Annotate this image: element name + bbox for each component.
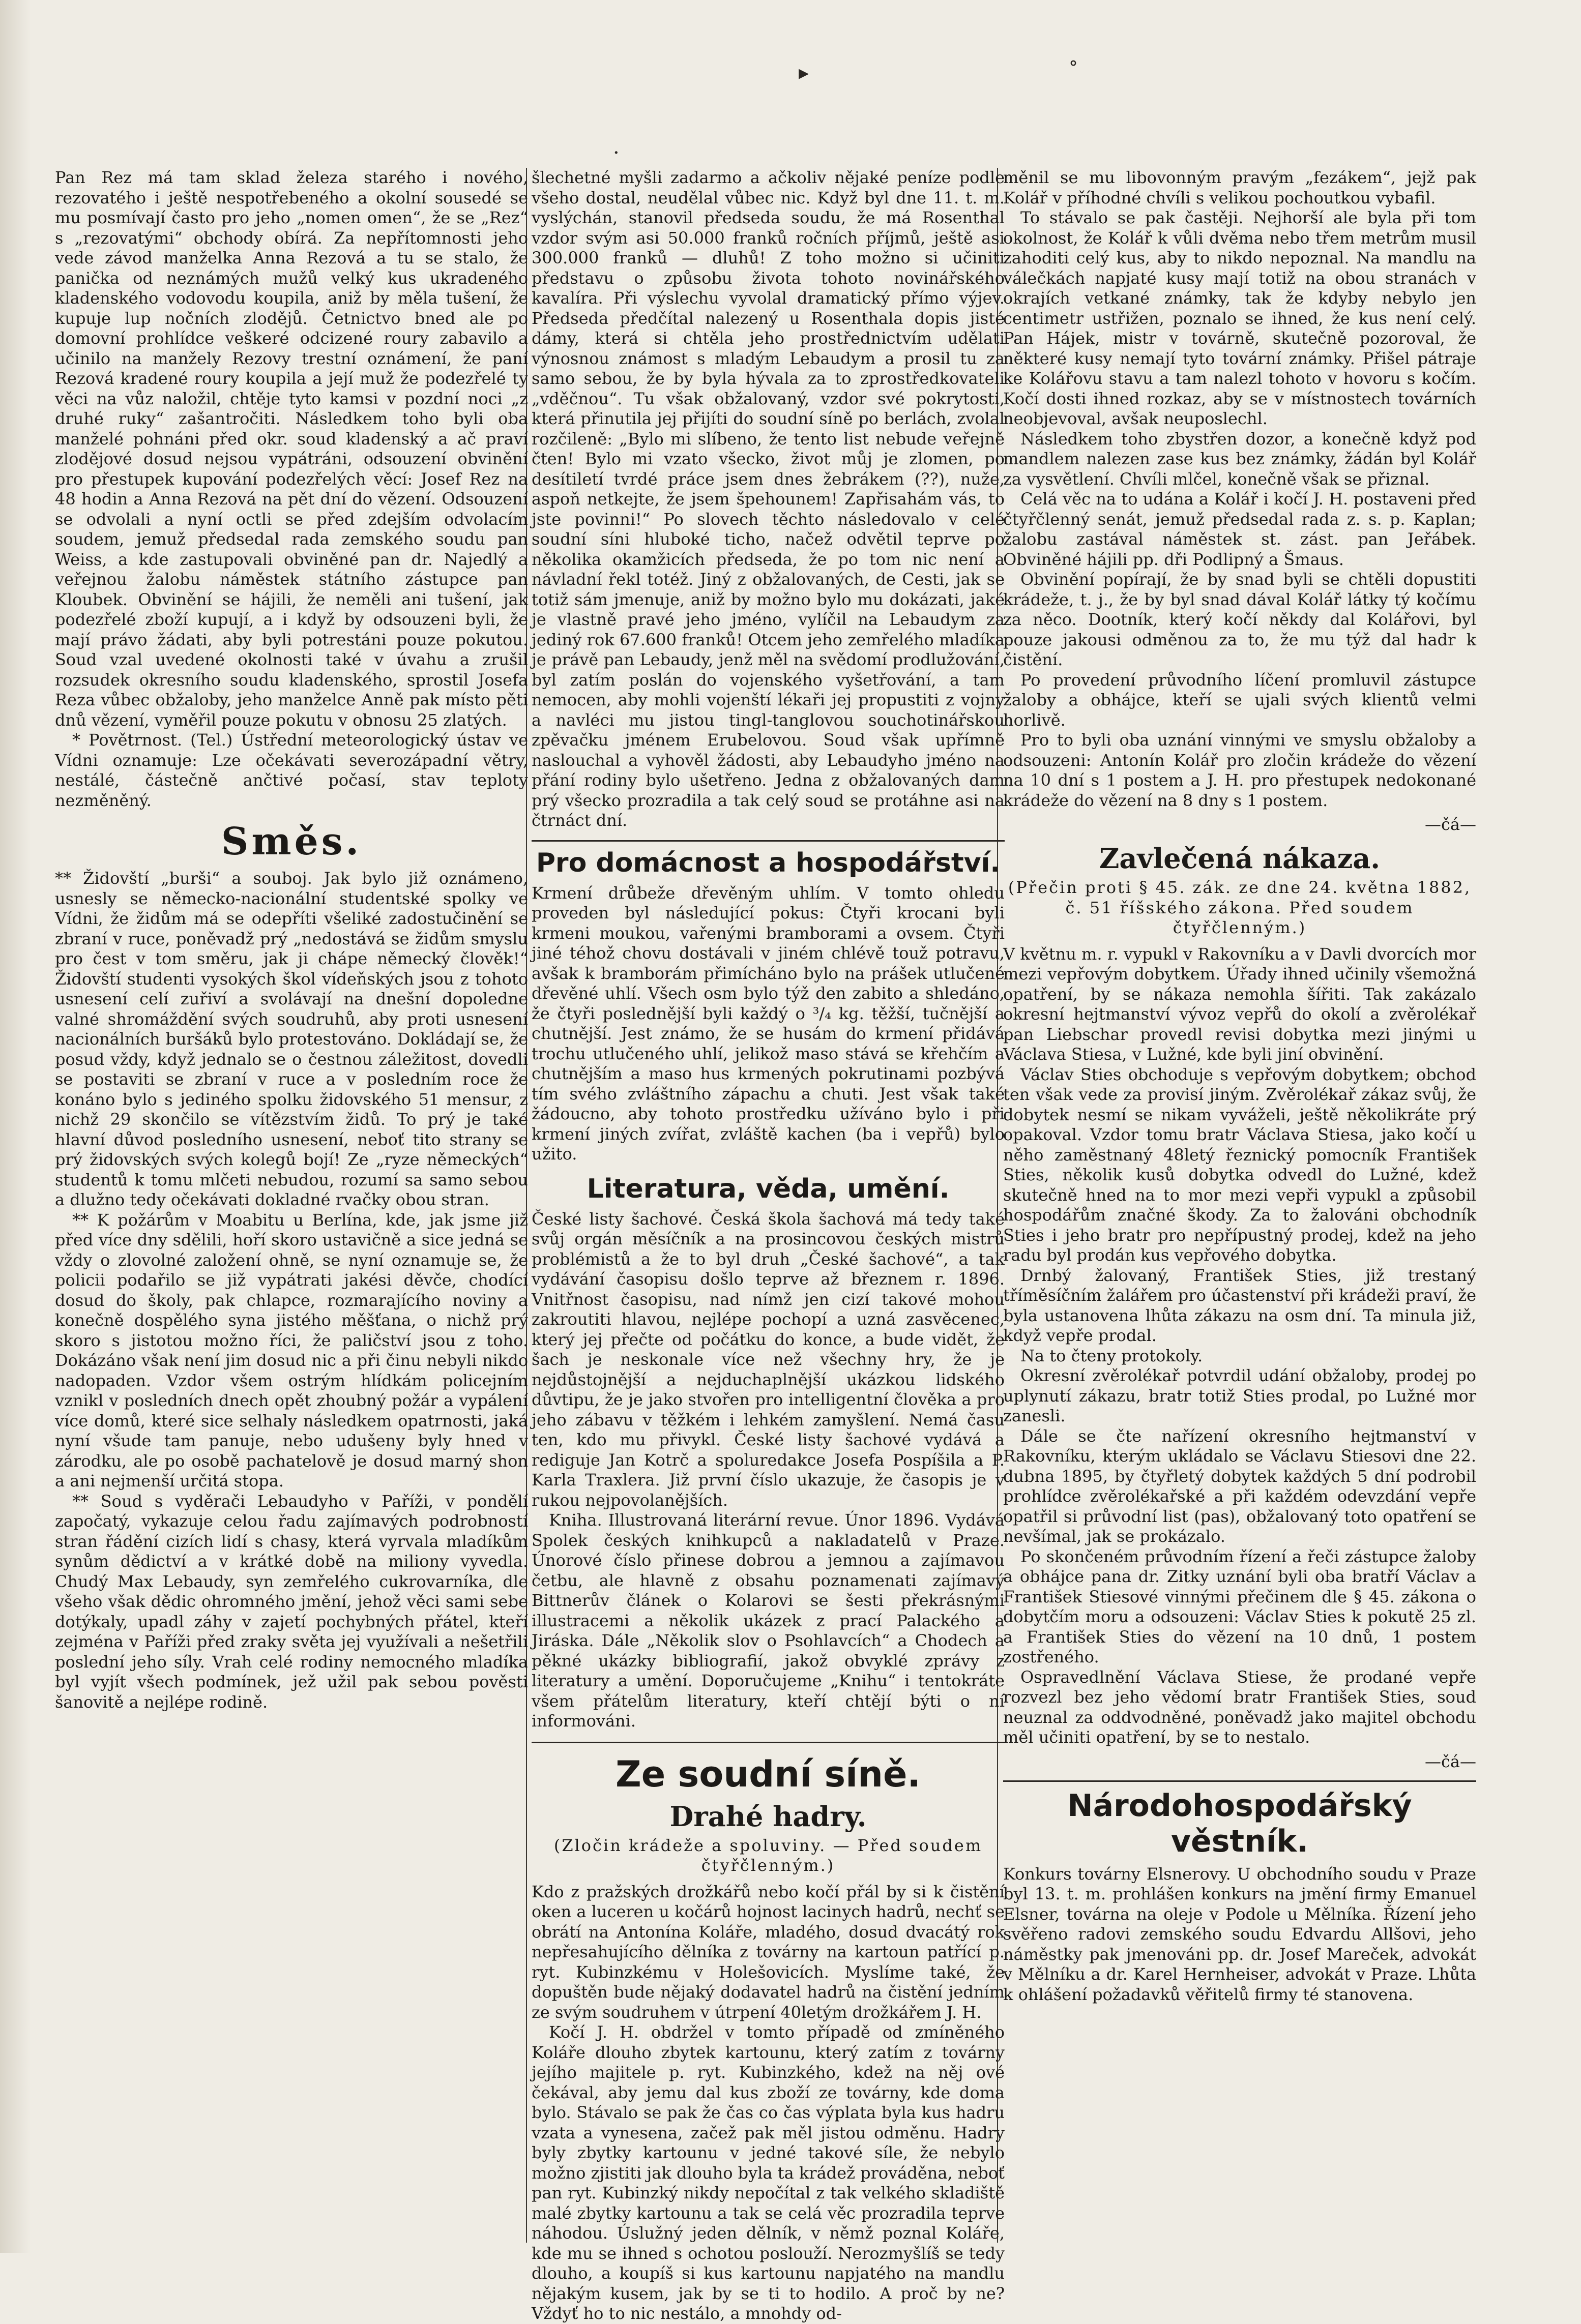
article-hadry-cont-2: To stávalo se pak častěji. Nejhorší ale byla při tom okolnost, že Kolář k vůli dvěma nebo třem metrům musil zahoditi celý kus, aby to nikdo nepoznal. Na mandlu na válečkách napjaté kusy mají totiž na obou stranách v okrajích vetkané známky, tak že kdyby nebylo jen centimetr ustřižen, poznalo se ihned, že kus není celý. Pan Hájek, mistr v továrně, skutečně pozoroval, že některé kusy nemají tyto tovární známky. Přišel pátraje ke Kolářovu stavu a tam nalezl tohoto v hovoru s kočím. Kočí dosti ihned rozkaz, aby se v místnostech továrních neobjevoval, avšak neuposlechl. (1003, 208, 1476, 428)
column-1 (55, 168, 528, 2248)
page-mark: ˚ (1068, 60, 1078, 83)
article-note-hadry: (Zločin krádeže a spoluviny. — Před soudem čtyřčlenným.) (553, 1835, 983, 1875)
article-nakaza-7: Po skončeném průvodním řízení a řeči zástupce žaloby a obhájce pana dr. Zitky uznání byli oba bratří Václav a František Stiesové vinnými přečinem dle § 45. zákona o dobytčím moru a odsouzeni: Václav Sties k pokutě 25 zl. a František Sties do vězení na 10 dnů, 1 postem zostřeného. (1003, 1546, 1476, 1666)
article-lebaudy: ** Soud s vyděrači Lebaudyho v Paříži, v pondělí započatý, vykazuje celou řadu zajímavých podrobností stran řádění cizích lidí s chasy, která vyrvala mladíkům synům dědictví a v krátké době na miliony vyvedla. Chudý Max Lebaudy, syn zemřelého cukrovarníka, dle všeho však dědic ohromného jmění, jehož věci sami sebe dotýkaly, upadl záhy v zajetí pochybných přátel, kteří zejména v Paříži před zraky světa jej využívali a nešetřili poslední jeho síly. Vrah celé rodiny nemocného mladíka byl vyjít všech podmínek, jež užil pak sebou pověsti šanovitě a nejlépe rodině. (55, 1491, 528, 1712)
article-note-nakaza: (Přečin proti § 45. zák. ze dne 24. května 1882, č. 51 říšského zákona. Před soudem čtyřčlenným.) (1008, 878, 1472, 937)
article-rez: Pan Rez má tam sklad železa starého i nového, rezovatého i ještě nespotřebeného a okolní sousedé se mu posmívají často pro jeho „nomen omen“, že se „Rez“ s „rezovatými“ obchody obírá. Za nepřítomnosti jeho vede závod manželka Anna Rezová a tu se stalo, že panička od neznámých mužů velký kus ukradeného kladenského vodovodu koupila, aniž by měla tušení, že kupuje lup nočních zlodějů. Četnictvo bned ale po domovní prohlídce veškeré odcizené roury zabavilo a učinilo na manžely Rezovy trestní oznámení, že paní Rezová kradené roury koupila a její muž že podezřelé ty věci na vůz naložil, chtěje tyto kamsi v pozdní noci „z druhé ruky“ zašantročiti. Následkem toho byli oba manželé pohnáni před okr. soud kladenský a ač praví zlodějové dosud nejsou vypátráni, odsouzení obvinění pro přestupek kupování podezřelých věcí: Josef Rez na 48 hodin a Anna Rezová na pět dní do vězení. Odsouzení se odvolali a nyní octli se před zdejším odvolacím soudem, jemuž předsedal rada zemského soudu pan Weiss, a kde zastupovali obviněné pan dr. Najedlý a veřejnou žalobu náměstek státního zástupce pan Kloubek. Obvinění se hájili, že neměli ani tušení, jak podezřelé zboží kupují, a i když by odsouzeni byli, že mají právo žádati, aby byli potrestáni pouze pokutou. Soud vzal uvedené okolnosti také v úvahu a zrušil rozsudek okresního soudu kladenského, sprostil Josefa Reza vůbec obžaloby, jeho manželce Anně pak místo pěti dnů vězení, vyměřil pouze pokutu v obnosu 25 zlatých. (55, 168, 528, 730)
section-heading-household: Pro domácnost a hospodářství. (532, 840, 1005, 878)
article-nakaza-3: Drnbý žalovaný, František Sties, již trestaný tříměsíčním žalářem pro účastenství při krádeži praví, že byla ustanovena lhůta zákazu na osm dní. Ta minula již, když vepře prodal. (1003, 1265, 1476, 1345)
article-hadry-2: Kočí J. H. obdržel v tomto případě od zmíněného Koláře dlouho zbytek kartounu, který zatím z továrny jejího majitele p. ryt. Kubinzkého, kdež na něj ové čekával, aby jemu dal kus zboží ze továrny, kde doma bylo. Stávalo se pak že čas co čas výplata byla kus hadru vzata a vynesena, začež pak měl jistou odměnu. Hadry byly zbytky kartounu v jedné takové síle, že nebylo možno zjistiti jak dlouho byla ta krádež prováděna, neboť pan ryt. Kubinzký nikdy nepočítal z tak velkého skladiště malé zbytky kartounu a tak se celá věc prozradila teprve náhodou. Úslužný jeden dělník, v němž poznal Koláře, kde mu se ihned s ochotou poslouží. Nerozmyšlíš se tedy dlouho, a koupíš si kus kartounu napjatého na mandlu nějakým kusem, jak by se ti to hodilo. A proč by ne? Vždyť ho to nic nestálo, a mnohdy od- (532, 2022, 1005, 2323)
article-nakaza-4: Na to čteny protokoly. (1020, 1346, 1203, 1365)
section-heading-economy: Národohospodářský věstník. (1003, 1780, 1476, 1859)
author-signature: —čá— (1425, 815, 1476, 834)
page-mark: · (613, 141, 620, 165)
article-nakaza-2: Václav Sties obchoduje s vepřovým dobytkem; obchod ten však vede za provisí jiným. Zvěrolékař zákaz svůj, že dobytek nesmí se nikam vyváželi, ještě několikráte prý opakoval. Vzdor tomu bratr Václava Stiesa, jako kočí u něho zaměstnaný 48letý řeznický pomocník František Sties, několik kusů dobytka odvedl do Lužné, kdež skutečně hned na to mor mezi vepři vypukl a způsobil hospodářům značné škody. Za to žalováni obchodník Sties i jeho bratr pro nepřípustný prodej, kdež na jeho radu byl prodán kus vepřového dobytka. (1003, 1064, 1476, 1265)
weather-report: * Povětrnost. (Tel.) Ústřední meteorologický ústav ve Vídni oznamuje: Lze očekávati severozápadní větry, nestálé, částečně ančtivé počasí, stav teploty nezměněný. (55, 730, 528, 810)
article-hadry-cont-4: Celá věc na to udána a Kolář i kočí J. H. postaveni před čtyřčlenný senát, jemuž předsedal rada z. s. p. Kaplan; žalobu zastával náměstek st. zást. pan Jeřábek. Obviněné hájili pp. dři Podlipný a Šmaus. (1003, 489, 1476, 569)
article-konkurs: Konkurs továrny Elsnerovy. U obchodního soudu v Praze byl 13. t. m. prohlášen konkurs na jmění firmy Emanuel Elsner, továrna na oleje v Podole u Mělníka. Řízení jeho svěřeno radovi zemského soudu Edvardu Allšovi, jeho náměstky pak jmenováni pp. dr. Josef Mareček, advokát v Mělníku a dr. Karel Hernheiser, advokát v Praze. Lhůta k ohlášení požadavků věřitelů firmy té stanovena. (1003, 1864, 1476, 2004)
article-burschi: ** Židovští „burši“ a souboj. Jak bylo již oznámeno, usnesly se německo-nacionální studentské spolky ve Vídni, že židům má se odepříti všeliké zadostučinění se zbraní v ruce, poněvadž prý „nedostává se židům smyslu pro čest v tom směru, jak ji chápe německý člověk!“ Židovští studenti vysokých škol vídeňských jsou z tohoto usnesení celí zuřiví a svolávají na dnešní dopoledne valné shromáždění svých soudruhů, aby proti usnesení nacionálních buršáků bylo protestováno. Dokládají se, že posud vždy, když jednalo se o čestnou záležitost, dovedli se postaviti se zbraní v ruce a v posledním roce že konáno bylo s jediného spolku židovského 51 mensur, z nichž 29 skončilo se vítězstvím židů. To prý je také hlavní důvod posledního usnesení, neboť tito strany se prý židovských svých kolegů bojí! Ze „ryze německých“ studentů k tomu mlčeti nebudou, rozumí sa samo sebou a dlužno tedy očekávati dokladné rvačky obou stran. (55, 869, 528, 1209)
article-title-hadry: Drahé hadry. (669, 1800, 867, 1833)
article-title-nakaza: Zavlečená nákaza. (1099, 842, 1381, 875)
article-hadry-cont-6: Po provedení průvodního líčení promluvil zástupce žaloby a obhájce, kteří se ujali svých klientů velmi horlivě. (1003, 670, 1476, 730)
article-hadry-cont-1: měnil se mu libovonným pravým „fezákem“, jejž pak Kolář v příhodné chvíli s velikou pochoutkou vybafil. (1003, 168, 1476, 207)
article-chess: České listy šachové. Česká škola šachová má tedy také svůj orgán měsíčník a na prosincovou českých mistrů problémistů a že to byl druh „České šachové“, a tak vydávání časopisu došlo teprve až březnem r. 1896. Vnitřnost časopisu, nad nímž jen cizí takové mohou zakroutiti hlavou, nejlépe pochopí a uzná zasvěcenec, který jej přečte od počátku do konce, a bude vidět, že šach je neskonale více než všechny hry, že je nejdůstojnější a nejduchaplnější ukázkou lidského důvtipu, že je jako stvořen pro intelligentní člověka a pro jeho zábavu v těžkém i lehkém zamyšlení. Nemá času ten, kdo mu přivykl. České listy šachové vydává a rediguje Jan Kotrč a spoluredakce Josefa Pospíšila a P. Karla Traxlera. Již první číslo ukazuje, že časopis je v rukou nejpovolanějších. (532, 1209, 1005, 1510)
column-2 (532, 168, 1005, 2323)
article-hadry-cont-5: Obvinění popírají, že by snad byli se chtěli dopustiti krádeže, t. j., že by byl snad dával Kolář látky tý kočímu za něco. Dootník, který kočí někdy dal Kolářovi, byl pouze jakousi odměnou za to, že mu týž dal hadr k čistění. (1003, 570, 1476, 669)
section-heading-literature: Literatura, věda, umění. (587, 1173, 950, 1204)
section-heading-smes: Směs. (221, 820, 362, 863)
divider (532, 1742, 1005, 1743)
article-kniha: Kniha. Illustrovaná literární revue. Únor 1896. Vydává Spolek českých knihkupců a nakladatelů v Praze. Únorové číslo přinese dobrou a jemnou a zajímavou četbu, ale hlavně z obsahu poznamenati zajímavý Bittnerův článek o Kolarovi se šesti překrásnými illustracemi a několik ukázek z prací Palackého a Jiráska. Dále „Několik slov o Psohlavcích“ a Chodech a pěkné ukázky bibliografií, jakož obvyklé zprávy z literatury a umění. Doporučujeme „Knihu“ i tentokráte všem přátelům literatury, kteří chtějí býti o ní informováni. (532, 1510, 1005, 1731)
article-hadry-cont-7: Pro to byli oba uznání vinnými ve smyslu obžaloby a odsouzeni: Antonín Kolář pro zločin krádeže do vězení na 10 dní s 1 postem a J. H. pro přestupek nedokonané krádeže do vězení na 8 dny s 1 postem. (1003, 730, 1476, 810)
article-nakaza-6: Dále se čte nařízení okresního hejtmanství v Rakovníku, kterým ukládalo se Václavu Stiesovi dne 22. dubna 1895, by čtyřletý dobytek každých 5 dní podrobil prohlídce zvěrolékařské a při každém odevzdání vepře opatřil si průvodní list (pas), obžalovaný toto opatření se nevšímal, jak se prokázalo. (1003, 1426, 1476, 1546)
article-nakaza-5: Okresní zvěrolékař potvrdil udání obžaloby, prodej po uplynutí zákazu, bratr totiž Sties prodal, po Lužné mor zanesli. (1003, 1366, 1476, 1425)
article-poultry: Krmení drůbeže dřevěným uhlím. V tomto ohledu proveden byl následující pokus: Čtyři krocani byli krmeni moukou, vařenými bramborami a ovsem. Čtyři jiné téhož chovu dostávali v jiném chlévě touž potravu, avšak k bramborám přimícháno bylo na prášek utlučené dřevěné uhlí. Všech osm bylo týž den zabito a shledáno, že čtyři poslednější byli každý o ³/₄ kg. těžší, tučnější a chutnější. Jest známo, že se husám do krmení přidává trochu utlučeného uhlí, jelikož maso stává se křehčím a chutnějším a maso hus krmených pokrutinami pozbývá tím svého zvláštního zápachu a chuti. Jest však také žádoucno, aby tohoto prostředku užíváno bylo i při krmení jiných zvířat, zvláště kachen (ba i vepřů) bylo užito. (532, 883, 1005, 1164)
author-signature: —čá— (1425, 1751, 1476, 1771)
article-lebaudy-cont: šlechetné myšli zadarmo a ačkoliv nějaké peníze podle všeho dostal, neudělal vůbec nic. Když byl dne 11. t. m. vyslýchán, stanovil předseda soudu, že má Rosenthal vzdor svým asi 50.000 franků ročních příjmů, ještě asi 300.000 franků — dluhů! Z toho možno si učiniti představu o způsobu života tohoto novinářského kavalíra. Při výslechu vyvolal dramatický přímo výjev. Předseda předčítal nalezený u Rosenthala dopis jisté dámy, která si chtěla jeho prostřednictvím udělati výnosnou známost s mladým Lebaudym a prosil tu za samo sebou, že by byla hývala za to zprostředkovateli „vděčnou“. Tu však obžalovaný, vzdor své pokrytosti, která přinutila jej přijíti do soudní síně po berlách, zvolal rozčileně: „Bylo mi slíbeno, že tento list nebude veřejně čten! Bylo mi vzato všecko, život můj je zlomen, po desítiletí tvrdé práce jsem dnes žebrákem (??), nuže, aspoň netkejte, že jsem špehounem! Zapřisahám vás, to jste povinni!“ Po slovech těchto následovalo v celé soudní síni hluboké ticho, načež odvětil teprve po několika okamžicích předseda, že po tom nic není a návladní řekl totéž. Jiný z obžalovaných, de Cesti, jak se totiž sám jmenuje, aniž by možno bylo mu dokázati, jaké je vlastně pravé jeho jméno, vylíčil na Lebaudym za jediný rok 67.600 franků! Otcem jeho zemřelého mladíka je právě pan Lebaudy, jenž měl na svědomí prodlužování, byl zatím poslán do vojenského vyšetřování, a tam nemocen, aby mohli vojenští lékaři jej propustiti z vojny a navléci mu jistou tingl-tanglovou souchotinářskou zpěvačku jménem Erubelovou. Soud však upřímně naslouchal a vyhověl žádosti, aby Lebaudyho jméno na přání rodiny bylo ušetřeno. Jedna z obžalovaných dam prý všecko prozradila a tak celý soud se protáhne asi na čtrnáct dní. (532, 168, 1005, 830)
article-nakaza-8: Ospravedlnění Václava Stiese, že prodané vepře rozvezl bez jeho vědomí bratr František Sties, soud neuznal za oddvodněné, poněvadž jako majitel obchodu měl učiniti opatření, by se to nestalo. (1003, 1667, 1476, 1747)
page-mark: ▸ (799, 61, 809, 84)
column-3 (1003, 168, 1476, 2248)
article-nakaza-1: V květnu m. r. vypukl v Rakovníku a v Davli dvorcích mor mezi vepřovým dobytkem. Úřady ihned učinily všemožná opatření, by se nákaza nemohla šířiti. Tak zakázalo okresní hejtmanství vývoz vepřů do okolí a zvěrolékař pan Liebschar provedl revisi dobytka mezi jinými u Václava Stiesa, v Lužné, kde byli jiní obvinění. (1003, 944, 1476, 1064)
article-moabit: ** K požárům v Moabitu u Berlína, kde, jak jsme již před více dny sdělili, hoří skoro ustavičně a sice jedná se vždy o zlovolné založení ohně, se nyní oznamuje se, že policii podařilo se již vypátrati jakési děvče, chodící dosud do školy, pak chlapce, rozmarajícího noviny a konečně dospělého syna jistého měšťana, o nichž prý skoro s jistotou možno říci, že paličství jsou z toho. Dokázáno však není jim dosud nic a při činu nebyli nikdo nadopaden. Vzdor všem ostrým hlídkám policejním vznikl v posledních dnech opět zhoubný požár a vypálení více domů, které sice selhaly následkem opatrnosti, jaká nyní všude tam panuje, nebo udušeny byly hned v zárodku, ale po osobě pachatelově je dosud marný shon a ani nejmenší určitá stopa. (55, 1210, 528, 1491)
section-heading-court: Ze soudní síně. (615, 1753, 921, 1795)
article-hadry-cont-3: Následkem toho zbystřen dozor, a konečně když pod mandlem nalezen zase kus bez známky, žádán byl Kolář za vysvětlení. Chvíli mlčel, konečně však se přiznal. (1003, 429, 1476, 489)
article-hadry-1: Kdo z pražských drožkářů nebo kočí přál by si k čistění oken a luceren u kočárů hojnost lacinych hadrů, nechť se obrátí na Antonína Koláře, mladého, dosud dvacátý rok nepřesahujícího dělníka z továrny na kartoun patřící p. ryt. Kubinzkému v Holešovicích. Myslíme také, že dopuštěn bude nějaký dodavatel hadrů na čistění jedním ze svým soudruhem v útrpení 40letým drožkářem J. H. (532, 1882, 1005, 2022)
